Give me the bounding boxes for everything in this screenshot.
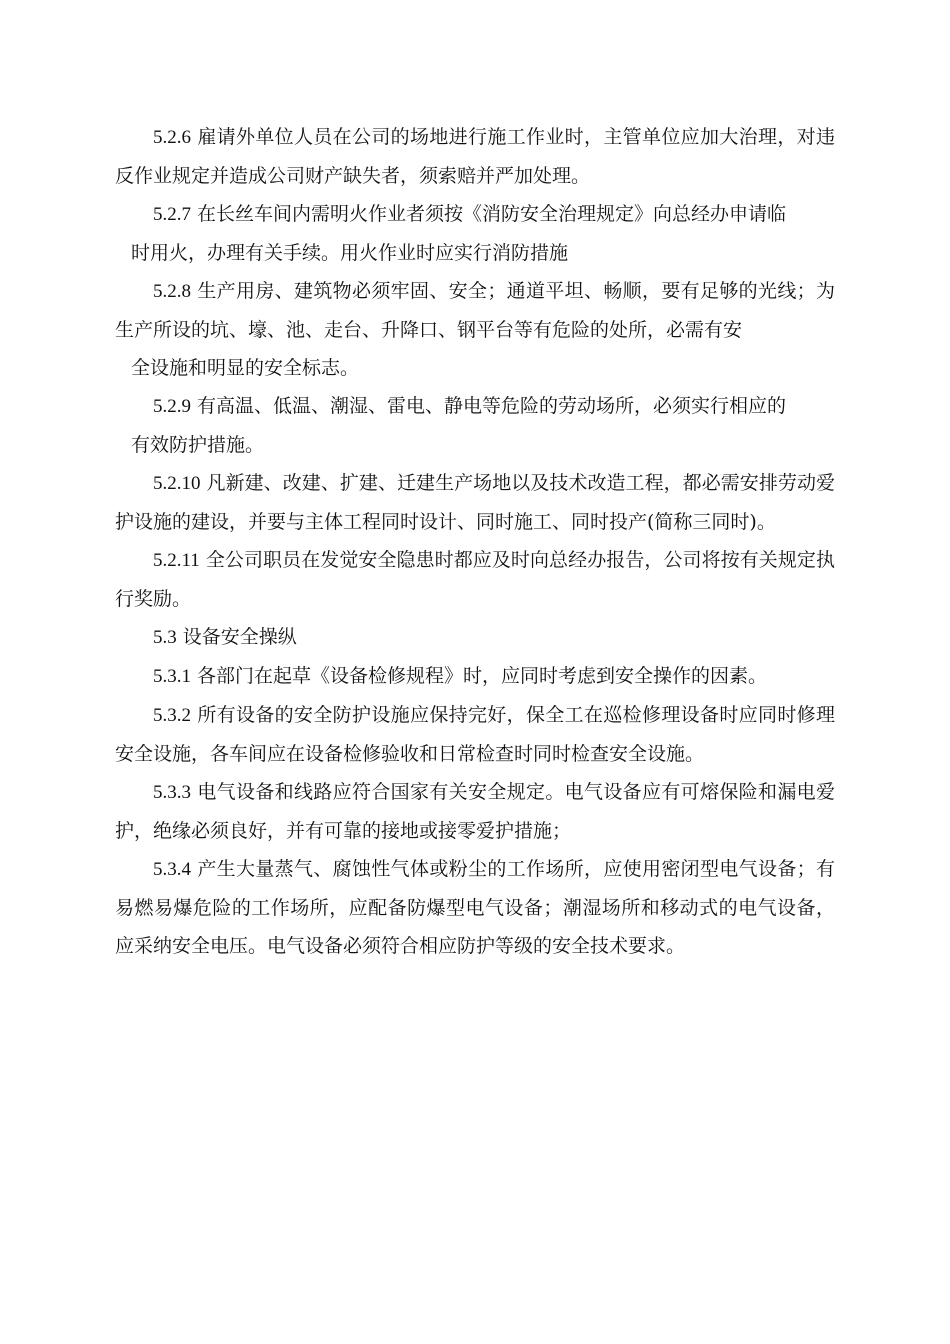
clause-number: 5.2.9 — [153, 396, 191, 417]
paragraph-5-2-8 — [115, 272, 835, 349]
paragraph-5-3-4 — [115, 850, 835, 965]
paragraph-5-2-7 — [115, 195, 835, 234]
clause-number: 5.3.1 — [153, 666, 191, 687]
clause-number: 5.2.10 — [153, 473, 201, 494]
paragraph-5-3-2 — [115, 696, 835, 773]
section-number: 5.3 — [153, 627, 177, 648]
section-title: 设备安全操纵 — [182, 626, 297, 648]
clause-text: 所有设备的安全防护设施应保持完好，保全工在巡检修理设备时应同时修理安全设施，各车间应在设备检修验收和日常检查时同时检查安全设施。 — [115, 704, 835, 765]
clause-number: 5.2.7 — [153, 204, 191, 225]
clause-number: 5.3.3 — [153, 782, 191, 803]
clause-text: 生产用房、建筑物必须牢固、安全；通道平坦、畅顺，要有足够的光线；为生产所设的坑、壕、池、走台、升降口、钢平台等有危险的处所，必需有安 — [115, 280, 835, 341]
paragraph-5-2-9 — [115, 387, 835, 426]
paragraph-5-3-1 — [115, 657, 835, 696]
paragraph-5-3-3 — [115, 773, 835, 850]
clause-number: 5.3.2 — [153, 705, 191, 726]
clause-text: 各部门在起草《设备检修规程》时，应同时考虑到安全操作的因素。 — [197, 665, 768, 687]
clause-number: 5.2.6 — [153, 127, 191, 148]
paragraph-continuation: 时用火，办理有关手续。用火作业时应实行消防措施 — [131, 242, 569, 264]
clause-text: 凡新建、改建、扩建、迁建生产场地以及技术改造工程，都必需安排劳动爱护设施的建设，并要与主体工程同时设计、同时施工、同时投产(简称三同时)。 — [115, 472, 835, 533]
clause-text: 雇请外单位人员在公司的场地进行施工作业时，主管单位应加大治理，对违反作业规定并造成公司财产缺失者，须索赔并严加处理。 — [115, 126, 835, 187]
clause-text: 电气设备和线路应符合国家有关安全规定。电气设备应有可熔保险和漏电爱护，绝缘必须良好，并有可靠的接地或接零爱护措施； — [115, 781, 835, 842]
paragraph-5-2-10 — [115, 464, 835, 541]
paragraph-5-2-6 — [115, 118, 835, 195]
clause-text: 在长丝车间内需明火作业者须按《消防安全治理规定》向总经办申请临 — [197, 203, 787, 225]
clause-number: 5.2.8 — [153, 281, 191, 302]
clause-number: 5.2.11 — [153, 550, 200, 571]
document-body — [115, 118, 835, 965]
section-heading-5-3 — [115, 618, 835, 657]
paragraph-continuation: 有效防护措施。 — [131, 434, 265, 456]
clause-text: 全公司职员在发觉安全隐患时都应及时向总经办报告，公司将按有关规定执行奖励。 — [115, 549, 835, 610]
clause-text: 产生大量蒸气、腐蚀性气体或粉尘的工作场所，应使用密闭型电气设备；有易燃易爆危险的工作场所，应配备防爆型电气设备；潮湿场所和移动式的电气设备，应采纳安全电压。电气设备必须符合相应防护等级的安全技术要求。 — [115, 858, 835, 957]
clause-text: 有高温、低温、潮湿、雷电、静电等危险的劳动场所，必须实行相应的 — [197, 395, 787, 417]
clause-number: 5.3.4 — [153, 859, 191, 880]
paragraph-continuation: 全设施和明显的安全标志。 — [131, 357, 360, 379]
paragraph-5-2-11 — [115, 541, 835, 618]
